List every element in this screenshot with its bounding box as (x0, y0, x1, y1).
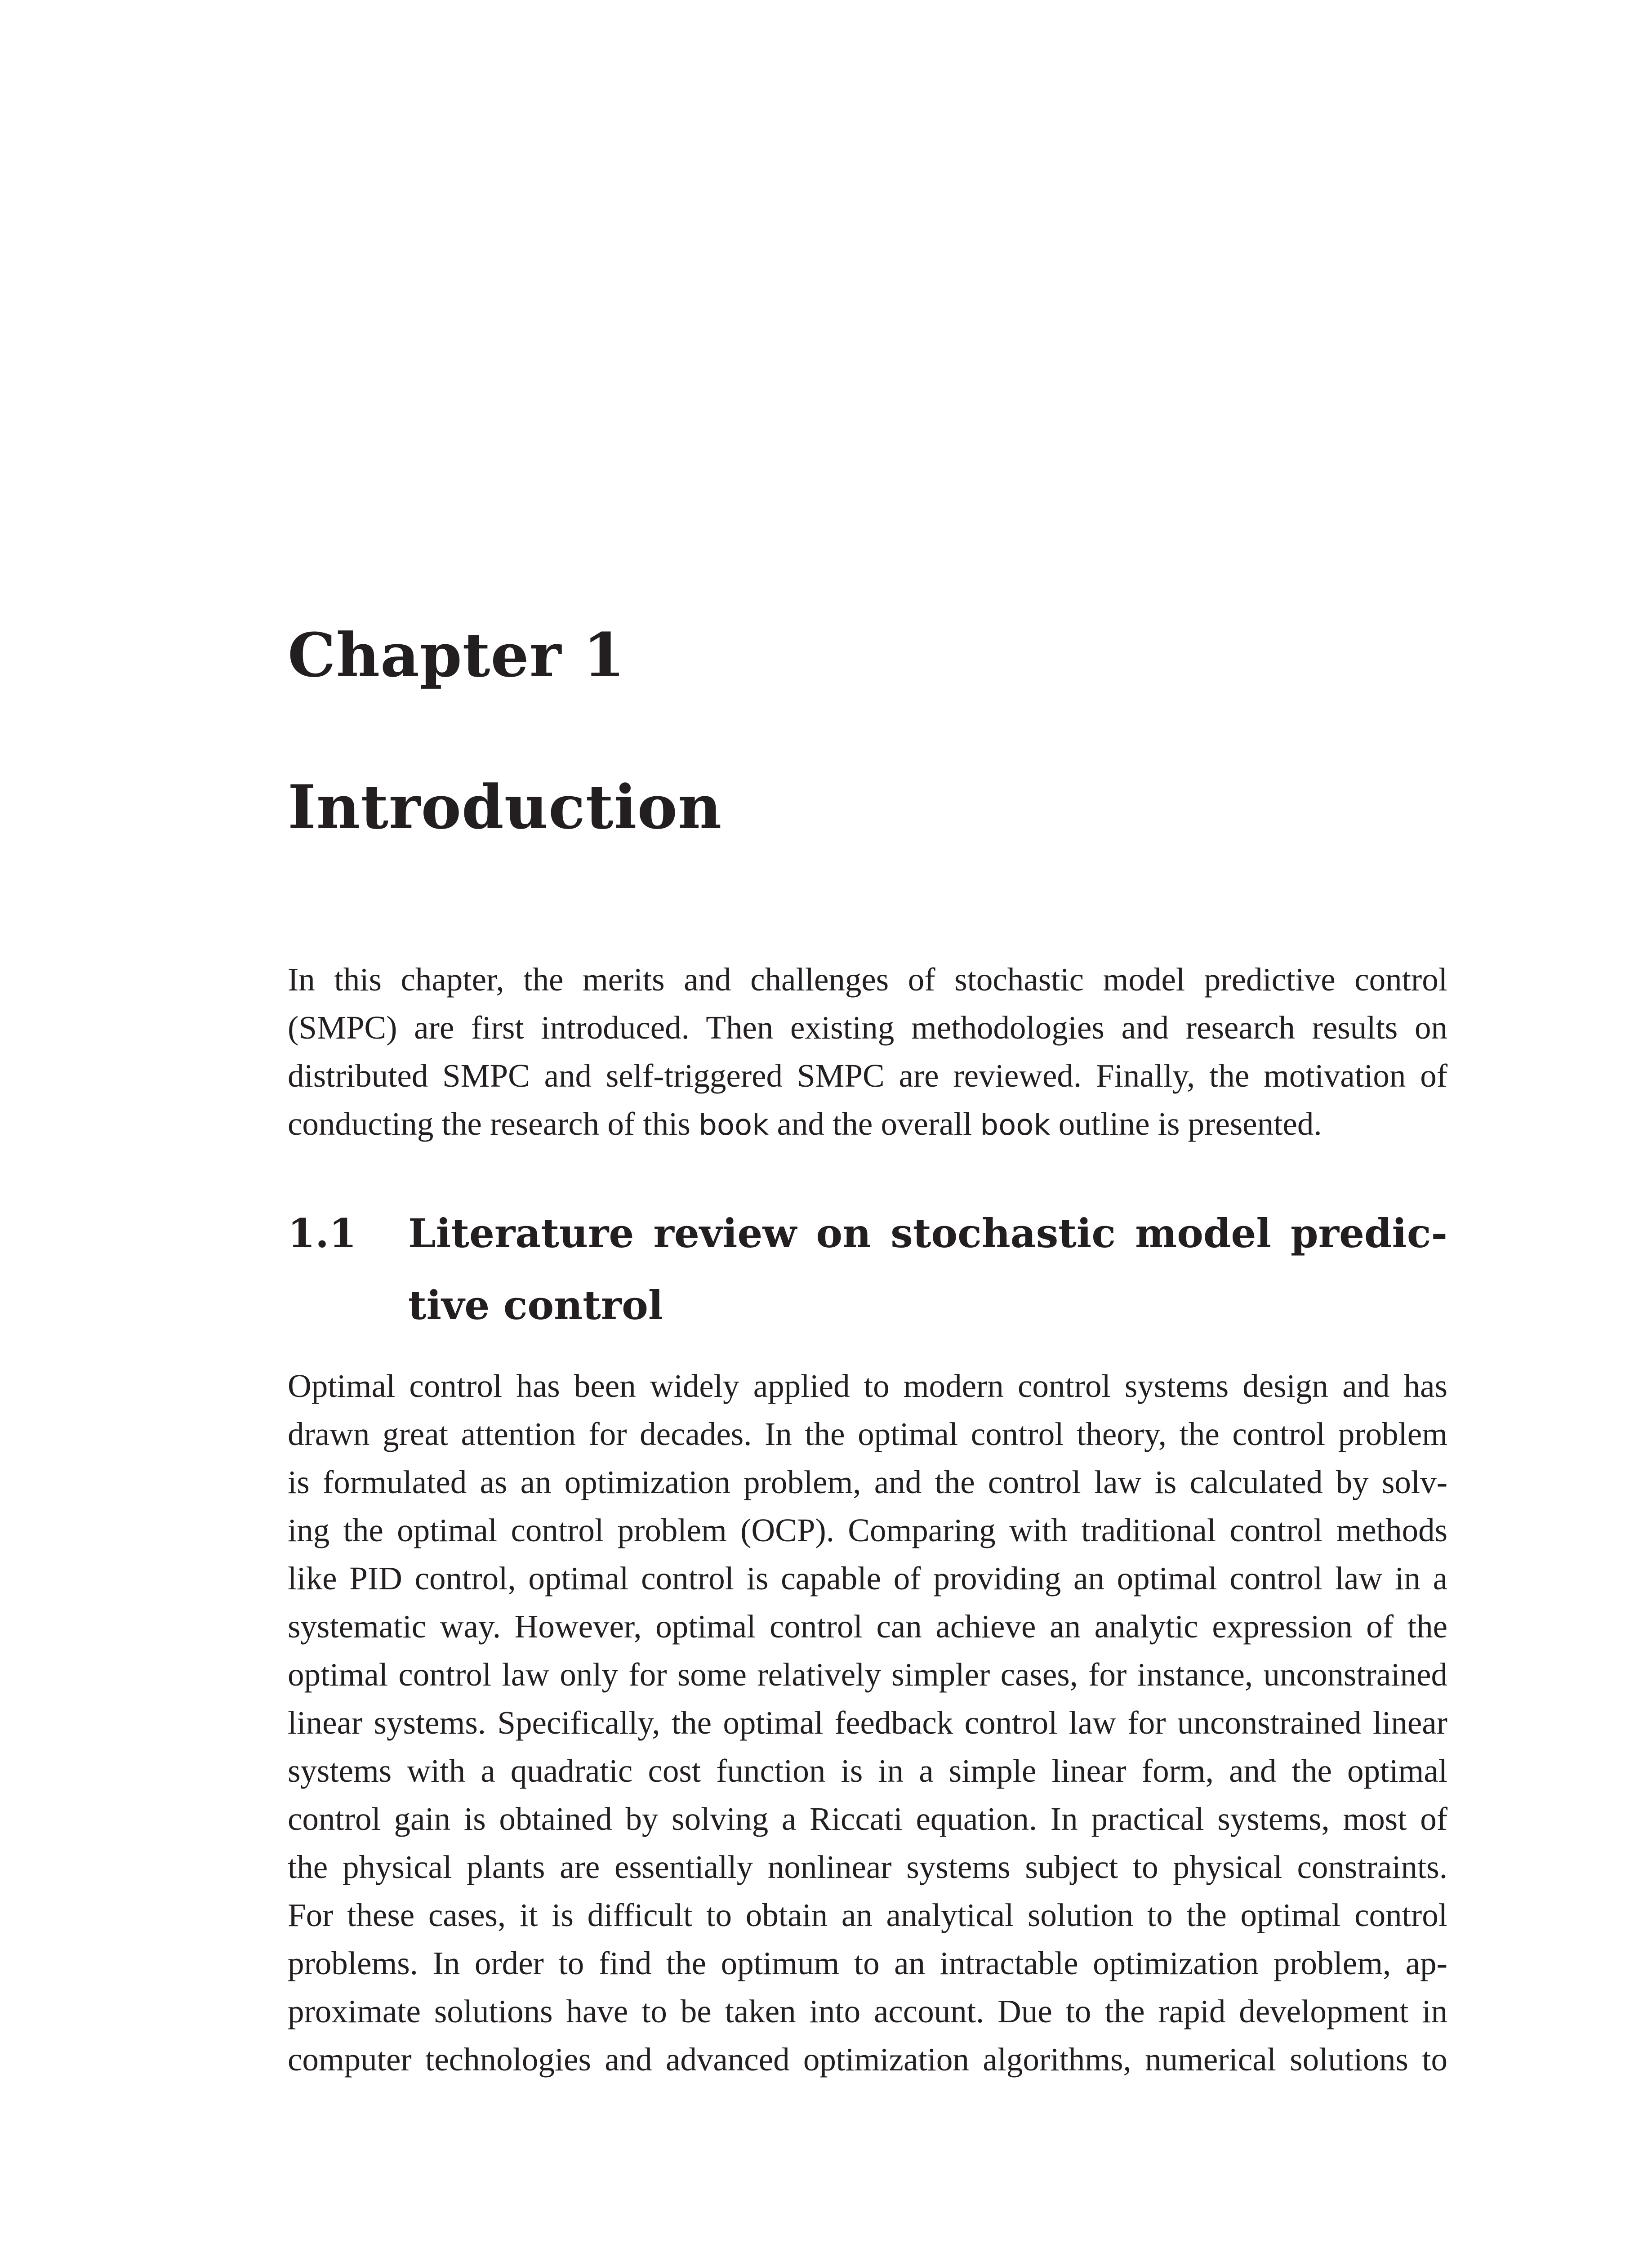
body-line: is formulated as an optimization problem, and the control law is calculated by solv- (288, 1464, 1447, 1500)
book-word: book (699, 1109, 769, 1142)
body-line: linear systems. Specifically, the optimal feedback control law for unconstrained linear (288, 1704, 1447, 1741)
body-line: systematic way. However, optimal control can achieve an analytic expression of the (288, 1608, 1447, 1645)
body-line: systems with a quadratic cost function is in a simple linear form, and the optimal (288, 1753, 1447, 1789)
intro-line (288, 1100, 1447, 1148)
section-heading (288, 1197, 1447, 1341)
body-line: problems. In order to find the optimum to an intractable optimization problem, ap- (288, 1945, 1447, 1981)
book-word: book (980, 1109, 1051, 1142)
section-title (408, 1197, 1447, 1341)
body-line: computer technologies and advanced optimization algorithms, numerical solutions to (288, 2041, 1447, 2078)
intro-text: conducting the research of this (288, 1106, 699, 1142)
intro-text: and the overall (769, 1106, 980, 1142)
intro-line: distributed SMPC and self-triggered SMPC are reviewed. Finally, the motivation of (288, 1057, 1447, 1094)
section-number: 1.1 (288, 1210, 357, 1257)
section-title-line: Literature review on stochastic model predic- (408, 1210, 1447, 1257)
body-line: For these cases, it is difficult to obtain an analytical solution to the optimal control (288, 1897, 1447, 1933)
intro-paragraph (288, 955, 1447, 1148)
intro-line: In this chapter, the merits and challenges of stochastic model predictive control (288, 961, 1447, 998)
section-title-line: tive control (408, 1282, 663, 1329)
body-line: optimal control law only for some relatively simpler cases, for instance, unconstrained (288, 1656, 1447, 1693)
intro-text: outline is presented. (1050, 1106, 1322, 1142)
body-paragraph (288, 1362, 1447, 2083)
body-line: ing the optimal control problem (OCP). Comparing with traditional control methods (288, 1512, 1447, 1548)
body-line: like PID control, optimal control is capable of providing an optimal control law in a (288, 1560, 1447, 1597)
intro-line: (SMPC) are first introduced. Then existing methodologies and research results on (288, 1009, 1447, 1046)
chapter-label: Chapter 1 (288, 620, 626, 691)
body-line: the physical plants are essentially nonlinear systems subject to physical constraints. (288, 1849, 1447, 1885)
body-line: control gain is obtained by solving a Riccati equation. In practical systems, most of (288, 1801, 1447, 1837)
chapter-title: Introduction (288, 772, 722, 843)
body-line: Optimal control has been widely applied to modern control systems design and has (288, 1368, 1447, 1404)
body-line: proximate solutions have to be taken into account. Due to the rapid development in (288, 1993, 1447, 2029)
page-content (288, 620, 1447, 2083)
body-line: drawn great attention for decades. In the optimal control theory, the control problem (288, 1416, 1447, 1452)
